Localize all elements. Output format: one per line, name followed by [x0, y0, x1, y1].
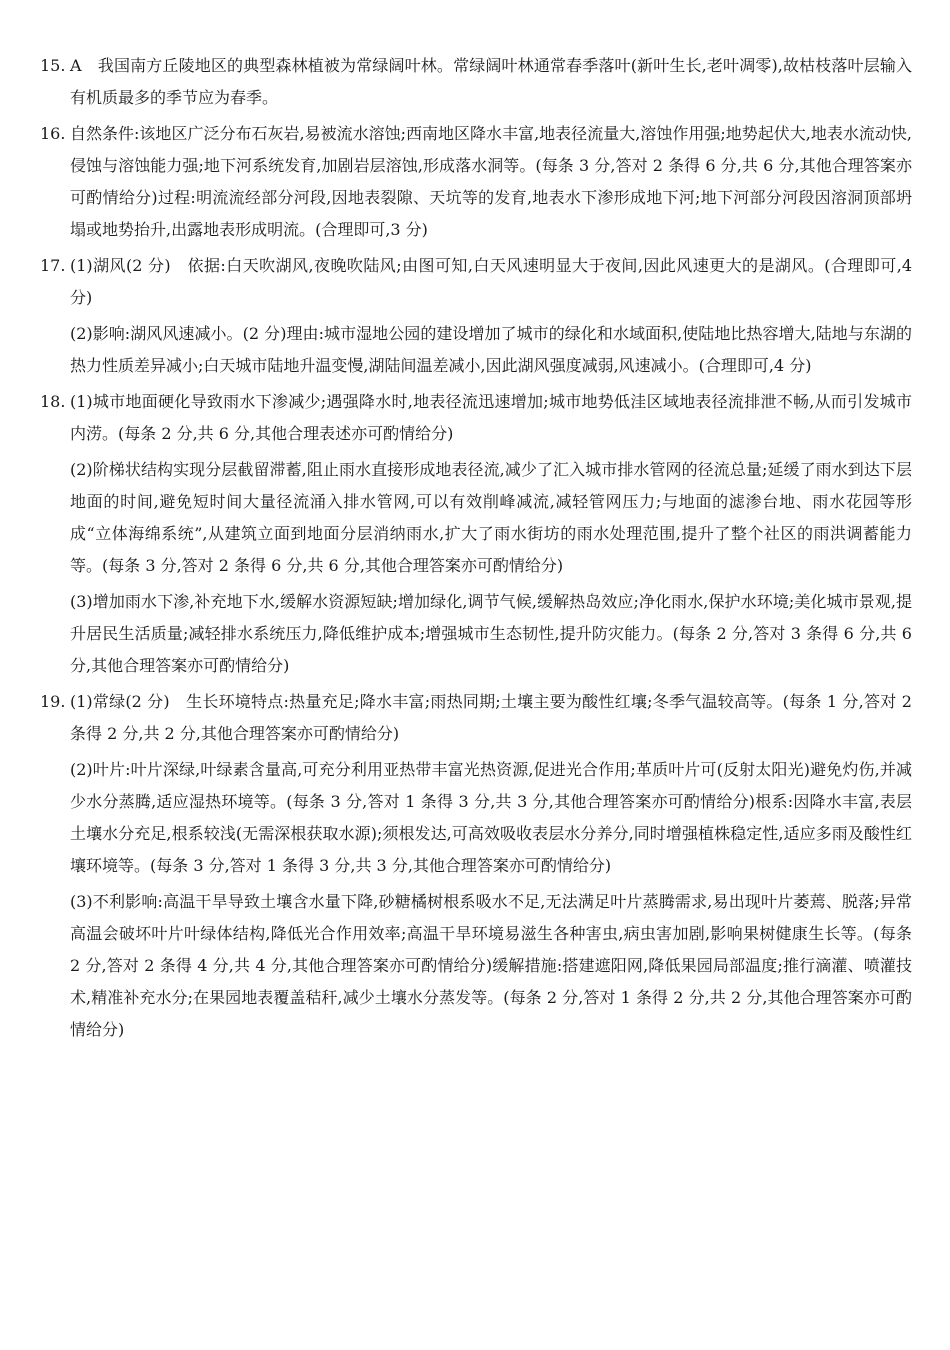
question-18: [40, 386, 912, 686]
question-17: [40, 250, 912, 386]
question-body: [70, 250, 912, 386]
question-body: [70, 686, 912, 1050]
answer-part-2: (2)影响:湖风风速减小。(2 分)理由:城市湿地公园的建设增加了城市的绿化和水域面积,使陆地比热容增大,陆地与东湖的热力性质差异减小;白天城市陆地升温变慢,湖陆间温差减小,因此湖风强度减弱,风速减小。(合理即可,4 分): [70, 324, 912, 375]
question-19: [40, 686, 912, 1050]
answer-part-2: (2)叶片:叶片深绿,叶绿素含量高,可充分利用亚热带丰富光热资源,促进光合作用;革质叶片可(反射太阳光)避免灼伤,并减少水分蒸腾,适应湿热环境等。(每条 3 分,答对 1 条得 3 分,共 3 分,其他合理答案亦可酌情给分)根系:因降水丰富,表层土壤水分充足,根系较浅(无需深根获取水源);须根发达,可高效吸收表层水分养分,同时增强植株稳定性,适应多雨及酸性红壤环境等。(每条 3 分,答对 1 条得 3 分,共 3 分,其他合理答案亦可酌情给分): [70, 760, 912, 875]
answer-paragraph: 自然条件:该地区广泛分布石灰岩,易被流水溶蚀;西南地区降水丰富,地表径流量大,溶蚀作用强;地势起伏大,地表水流动快,侵蚀与溶蚀能力强;地下河系统发育,加剧岩层溶蚀,形成落水洞等。(每条 3 分,答对 2 条得 6 分,共 6 分,其他合理答案亦可酌情给分)过程:明流流经部分河段,因地表裂隙、天坑等的发育,地表水下渗形成地下河;地下河部分河段因溶洞顶部坍塌或地势抬升,出露地表形成明流。(合理即可,3 分): [70, 124, 912, 239]
question-15: [40, 50, 912, 118]
question-number: 17.: [40, 256, 66, 275]
question-number: 18.: [40, 392, 66, 411]
answer-part-2: (2)阶梯状结构实现分层截留滞蓄,阻止雨水直接形成地表径流,减少了汇入城市排水管网的径流总量;延缓了雨水到达下层地面的时间,避免短时间大量径流涌入排水管网,可以有效削峰减流,减轻管网压力;与地面的滤渗台地、雨水花园等形成“立体海绵系统”,从建筑立面到地面分层消纳雨水,扩大了雨水街坊的雨水处理范围,提升了整个社区的雨洪调蓄能力等。(每条 3 分,答对 2 条得 6 分,共 6 分,其他合理答案亦可酌情给分): [70, 460, 912, 575]
question-body: [70, 50, 912, 118]
question-number: 15.: [40, 56, 66, 75]
question-number: 16.: [40, 124, 66, 143]
question-body: [70, 386, 912, 686]
answer-part-1: (1)城市地面硬化导致雨水下渗减少;遇强降水时,地表径流迅速增加;城市地势低洼区域地表径流排泄不畅,从而引发城市内涝。(每条 2 分,共 6 分,其他合理表述亦可酌情给分): [70, 392, 912, 443]
question-body: [70, 118, 912, 250]
answer-part-1: (1)常绿(2 分) 生长环境特点:热量充足;降水丰富;雨热同期;土壤主要为酸性红壤;冬季气温较高等。(每条 1 分,答对 2 条得 2 分,共 2 分,其他合理答案亦可酌情给分): [70, 692, 912, 743]
answer-part-3: (3)增加雨水下渗,补充地下水,缓解水资源短缺;增加绿化,调节气候,缓解热岛效应;净化雨水,保护水环境;美化城市景观,提升居民生活质量;减轻排水系统压力,降低维护成本;增强城市生态韧性,提升防灾能力。(每条 2 分,答对 3 条得 6 分,共 6 分,其他合理答案亦可酌情给分): [70, 592, 912, 675]
answer-paragraph: A 我国南方丘陵地区的典型森林植被为常绿阔叶林。常绿阔叶林通常春季落叶(新叶生长,老叶凋零),故枯枝落叶层输入有机质最多的季节应为春季。: [70, 56, 912, 107]
answer-part-1: (1)湖风(2 分) 依据:白天吹湖风,夜晚吹陆风;由图可知,白天风速明显大于夜间,因此风速更大的是湖风。(合理即可,4 分): [70, 256, 912, 307]
question-16: [40, 118, 912, 250]
question-number: 19.: [40, 692, 66, 711]
answer-part-3: (3)不利影响:高温干旱导致土壤含水量下降,砂糖橘树根系吸水不足,无法满足叶片蒸腾需求,易出现叶片萎蔫、脱落;异常高温会破坏叶片叶绿体结构,降低光合作用效率;高温干旱环境易滋生各种害虫,病虫害加剧,影响果树健康生长等。(每条 2 分,答对 2 条得 4 分,共 4 分,其他合理答案亦可酌情给分)缓解措施:搭建遮阳网,降低果园局部温度;推行滴灌、喷灌技术,精准补充水分;在果园地表覆盖秸秆,减少土壤水分蒸发等。(每条 2 分,答对 1 条得 2 分,共 2 分,其他合理答案亦可酌情给分): [70, 892, 912, 1039]
